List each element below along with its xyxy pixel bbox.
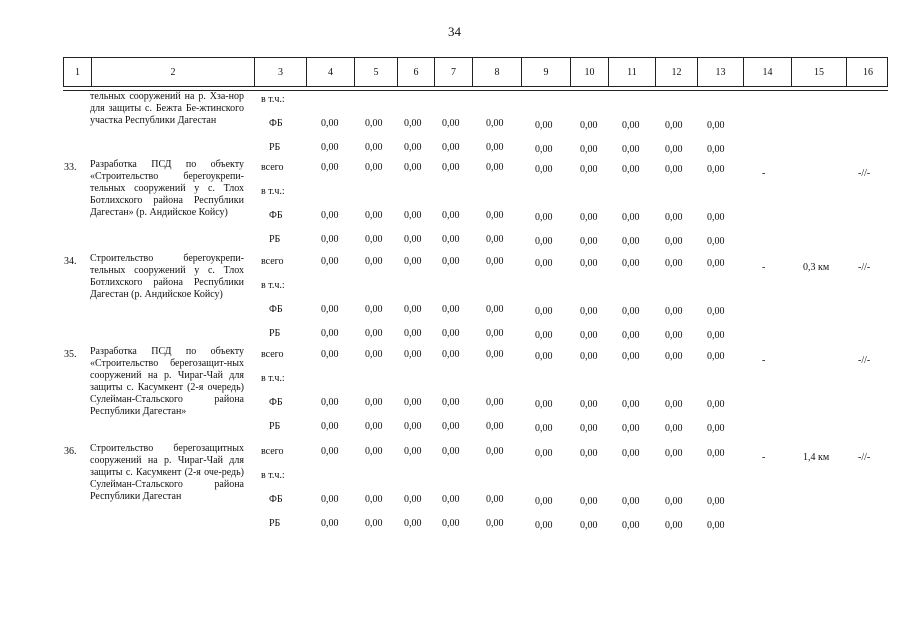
table-cell-value: 0,00 <box>321 142 339 153</box>
table-cell-value: 0,00 <box>665 120 683 131</box>
column-header-10: 10 <box>571 58 609 86</box>
table-cell-value: 0,00 <box>535 520 553 531</box>
table-cell-value: 0,00 <box>535 306 553 317</box>
table-cell-value: 0,00 <box>365 421 383 432</box>
table-cell-value: 0,00 <box>622 306 640 317</box>
column-14-value: - <box>762 452 766 463</box>
table-cell-value: 0,00 <box>665 330 683 341</box>
table-cell-value: 0,00 <box>665 236 683 247</box>
table-cell-value: 0,00 <box>486 518 504 529</box>
table-cell-value: 0,00 <box>404 234 422 245</box>
table-cell-value: 0,00 <box>365 142 383 153</box>
table-cell-value: 0,00 <box>665 423 683 434</box>
table-cell-value: 0,00 <box>665 399 683 410</box>
row-line-label: в т.ч.: <box>261 186 285 197</box>
column-header-13: 13 <box>698 58 744 86</box>
table-cell-value: 0,00 <box>404 397 422 408</box>
column-header-6: 6 <box>398 58 435 86</box>
table-cell-value: 0,00 <box>622 399 640 410</box>
table-cell-value: 0,00 <box>321 397 339 408</box>
column-header-row <box>63 57 888 87</box>
row-description: тельных сооружений на р. Хза-нор для защиты с. Бежта Бе-жтинского участка Республики Дагестан <box>90 91 244 126</box>
table-cell-value: 0,00 <box>404 328 422 339</box>
row-line-label: всего <box>261 446 284 457</box>
table-cell-value: 0,00 <box>622 258 640 269</box>
table-cell-value: 0,00 <box>535 164 553 175</box>
table-cell-value: 0,00 <box>580 330 598 341</box>
table-cell-value: 0,00 <box>365 256 383 267</box>
column-16-value: -//- <box>858 452 871 463</box>
table-cell-value: 0,00 <box>580 120 598 131</box>
table-cell-value: 0,00 <box>321 256 339 267</box>
table-cell-value: 0,00 <box>665 496 683 507</box>
row-line-label: в т.ч.: <box>261 470 285 481</box>
table-cell-value: 0,00 <box>580 144 598 155</box>
row-line-label: ФБ <box>269 397 283 408</box>
table-cell-value: 0,00 <box>707 120 725 131</box>
table-cell-value: 0,00 <box>622 120 640 131</box>
table-cell-value: 0,00 <box>321 234 339 245</box>
table-cell-value: 0,00 <box>486 304 504 315</box>
table-cell-value: 0,00 <box>365 446 383 457</box>
table-cell-value: 0,00 <box>442 494 460 505</box>
table-cell-value: 0,00 <box>404 446 422 457</box>
table-cell-value: 0,00 <box>404 210 422 221</box>
table-cell-value: 0,00 <box>707 236 725 247</box>
table-cell-value: 0,00 <box>486 421 504 432</box>
table-cell-value: 0,00 <box>365 349 383 360</box>
table-cell-value: 0,00 <box>321 304 339 315</box>
table-cell-value: 0,00 <box>622 164 640 175</box>
table-cell-value: 0,00 <box>707 306 725 317</box>
row-line-label: РБ <box>269 234 281 245</box>
row-description: Строительство берегоукрепи-тельных сооружений у с. Тлох Ботлихского района Республики Дагестан (р. Андийское Койсу) <box>90 253 244 300</box>
table-cell-value: 0,00 <box>442 162 460 173</box>
table-cell-value: 0,00 <box>665 258 683 269</box>
row-line-label: РБ <box>269 518 281 529</box>
table-cell-value: 0,00 <box>404 142 422 153</box>
table-cell-value: 0,00 <box>442 421 460 432</box>
row-line-label: в т.ч.: <box>261 280 285 291</box>
table-cell-value: 0,00 <box>535 330 553 341</box>
table-cell-value: 0,00 <box>404 256 422 267</box>
table-cell-value: 0,00 <box>535 423 553 434</box>
column-header-7: 7 <box>435 58 473 86</box>
table-cell-value: 0,00 <box>365 118 383 129</box>
table-cell-value: 0,00 <box>580 258 598 269</box>
table-cell-value: 0,00 <box>665 351 683 362</box>
table-cell-value: 0,00 <box>707 399 725 410</box>
table-cell-value: 0,00 <box>321 446 339 457</box>
table-cell-value: 0,00 <box>321 328 339 339</box>
table-cell-value: 0,00 <box>665 144 683 155</box>
row-line-label: ФБ <box>269 210 283 221</box>
table-cell-value: 0,00 <box>665 520 683 531</box>
table-cell-value: 0,00 <box>442 518 460 529</box>
table-cell-value: 0,00 <box>442 118 460 129</box>
table-cell-value: 0,00 <box>365 397 383 408</box>
column-16-value: -//- <box>858 168 871 179</box>
table-cell-value: 0,00 <box>707 330 725 341</box>
row-line-label: ФБ <box>269 494 283 505</box>
table-cell-value: 0,00 <box>707 448 725 459</box>
table-cell-value: 0,00 <box>404 304 422 315</box>
row-line-label: всего <box>261 256 284 267</box>
table-cell-value: 0,00 <box>486 210 504 221</box>
table-cell-value: 0,00 <box>665 212 683 223</box>
table-cell-value: 0,00 <box>404 349 422 360</box>
column-header-5: 5 <box>355 58 398 86</box>
column-14-value: - <box>762 355 766 366</box>
table-cell-value: 0,00 <box>707 423 725 434</box>
table-cell-value: 0,00 <box>486 328 504 339</box>
row-line-label: всего <box>261 349 284 360</box>
row-line-label: РБ <box>269 142 281 153</box>
table-cell-value: 0,00 <box>321 518 339 529</box>
table-cell-value: 0,00 <box>622 330 640 341</box>
table-cell-value: 0,00 <box>535 399 553 410</box>
row-number: 33. <box>64 162 77 173</box>
column-header-8: 8 <box>473 58 522 86</box>
table-cell-value: 0,00 <box>622 144 640 155</box>
row-line-label: ФБ <box>269 118 283 129</box>
table-cell-value: 0,00 <box>665 164 683 175</box>
table-cell-value: 0,00 <box>622 212 640 223</box>
column-header-3: 3 <box>255 58 307 86</box>
table-cell-value: 0,00 <box>321 162 339 173</box>
row-description: Строительство берегозащитных сооружений на р. Чираг-Чай для защиты с. Касумкент (2-я оче-редь) Сулейман-Стальского района Республики Дагестан <box>90 443 244 502</box>
row-line-label: в т.ч.: <box>261 373 285 384</box>
table-cell-value: 0,00 <box>535 120 553 131</box>
column-header-12: 12 <box>656 58 698 86</box>
table-cell-value: 0,00 <box>622 351 640 362</box>
table-cell-value: 0,00 <box>404 494 422 505</box>
table-cell-value: 0,00 <box>442 210 460 221</box>
column-header-11: 11 <box>609 58 656 86</box>
table-cell-value: 0,00 <box>486 397 504 408</box>
table-cell-value: 0,00 <box>365 304 383 315</box>
table-cell-value: 0,00 <box>365 494 383 505</box>
table-cell-value: 0,00 <box>622 496 640 507</box>
table-cell-value: 0,00 <box>535 212 553 223</box>
row-description: Разработка ПСД по объекту «Строительство берегозащит-ных сооружений на р. Чираг-Чай для защиты с. Касумкент (2-я очередь) Сулейман-Стальского района Республики Дагестан» <box>90 346 244 417</box>
row-number: 35. <box>64 349 77 360</box>
table-cell-value: 0,00 <box>442 234 460 245</box>
table-cell-value: 0,00 <box>321 210 339 221</box>
column-16-value: -//- <box>858 355 871 366</box>
table-cell-value: 0,00 <box>580 496 598 507</box>
table-cell-value: 0,00 <box>622 448 640 459</box>
table-cell-value: 0,00 <box>535 236 553 247</box>
table-cell-value: 0,00 <box>580 306 598 317</box>
table-cell-value: 0,00 <box>442 304 460 315</box>
table-cell-value: 0,00 <box>442 446 460 457</box>
table-cell-value: 0,00 <box>321 349 339 360</box>
table-cell-value: 0,00 <box>622 520 640 531</box>
table-cell-value: 0,00 <box>535 258 553 269</box>
table-cell-value: 0,00 <box>365 518 383 529</box>
table-cell-value: 0,00 <box>365 162 383 173</box>
column-15-value: 0,3 км <box>803 262 830 273</box>
row-line-label: РБ <box>269 328 281 339</box>
table-cell-value: 0,00 <box>707 520 725 531</box>
row-line-label: в т.ч.: <box>261 94 285 105</box>
table-cell-value: 0,00 <box>404 421 422 432</box>
row-line-label: РБ <box>269 421 281 432</box>
table-cell-value: 0,00 <box>365 210 383 221</box>
table-cell-value: 0,00 <box>404 118 422 129</box>
table-cell-value: 0,00 <box>580 164 598 175</box>
table-cell-value: 0,00 <box>580 520 598 531</box>
table-cell-value: 0,00 <box>707 144 725 155</box>
table-cell-value: 0,00 <box>535 351 553 362</box>
table-cell-value: 0,00 <box>442 349 460 360</box>
column-header-16: 16 <box>863 66 873 78</box>
table-cell-value: 0,00 <box>535 496 553 507</box>
column-16-value: -//- <box>858 262 871 273</box>
table-cell-value: 0,00 <box>321 421 339 432</box>
table-cell-value: 0,00 <box>707 258 725 269</box>
column-15-value: 1,4 км <box>803 452 830 463</box>
column-header-9: 9 <box>522 58 571 86</box>
table-cell-value: 0,00 <box>665 306 683 317</box>
row-number: 34. <box>64 256 77 267</box>
table-cell-value: 0,00 <box>622 236 640 247</box>
table-cell-value: 0,00 <box>486 349 504 360</box>
table-cell-value: 0,00 <box>486 118 504 129</box>
table-cell-value: 0,00 <box>622 423 640 434</box>
table-cell-value: 0,00 <box>580 423 598 434</box>
table-cell-value: 0,00 <box>404 518 422 529</box>
table-cell-value: 0,00 <box>580 236 598 247</box>
column-header-15: 15 <box>792 58 847 86</box>
table-cell-value: 0,00 <box>535 144 553 155</box>
table-cell-value: 0,00 <box>486 256 504 267</box>
table-cell-value: 0,00 <box>580 212 598 223</box>
column-14-value: - <box>762 168 766 179</box>
table-cell-value: 0,00 <box>442 142 460 153</box>
column-14-value: - <box>762 262 766 273</box>
column-header-1: 1 <box>64 58 92 86</box>
table-cell-value: 0,00 <box>707 164 725 175</box>
table-cell-value: 0,00 <box>365 234 383 245</box>
table-cell-value: 0,00 <box>707 496 725 507</box>
page-number: 34 <box>448 24 461 39</box>
row-line-label: всего <box>261 162 284 173</box>
table-cell-value: 0,00 <box>665 448 683 459</box>
table-cell-value: 0,00 <box>486 234 504 245</box>
table-cell-value: 0,00 <box>442 397 460 408</box>
table-cell-value: 0,00 <box>321 118 339 129</box>
table-cell-value: 0,00 <box>365 328 383 339</box>
table-cell-value: 0,00 <box>707 351 725 362</box>
table-cell-value: 0,00 <box>707 212 725 223</box>
table-cell-value: 0,00 <box>580 351 598 362</box>
table-cell-value: 0,00 <box>486 494 504 505</box>
row-description: Разработка ПСД по объекту «Строительство берегоукрепи-тельных сооружений у с. Тлох Ботлихского района Республики Дагестан» (р. Андийское Койсу) <box>90 159 244 218</box>
table-cell-value: 0,00 <box>442 328 460 339</box>
row-number: 36. <box>64 446 77 457</box>
table-cell-value: 0,00 <box>580 448 598 459</box>
column-header-2: 2 <box>92 58 255 86</box>
table-cell-value: 0,00 <box>486 142 504 153</box>
column-header-14: 14 <box>744 58 792 86</box>
table-cell-value: 0,00 <box>535 448 553 459</box>
table-cell-value: 0,00 <box>442 256 460 267</box>
row-line-label: ФБ <box>269 304 283 315</box>
table-cell-value: 0,00 <box>321 494 339 505</box>
table-cell-value: 0,00 <box>404 162 422 173</box>
table-cell-value: 0,00 <box>486 162 504 173</box>
table-cell-value: 0,00 <box>486 446 504 457</box>
column-header-4: 4 <box>307 58 355 86</box>
table-cell-value: 0,00 <box>580 399 598 410</box>
